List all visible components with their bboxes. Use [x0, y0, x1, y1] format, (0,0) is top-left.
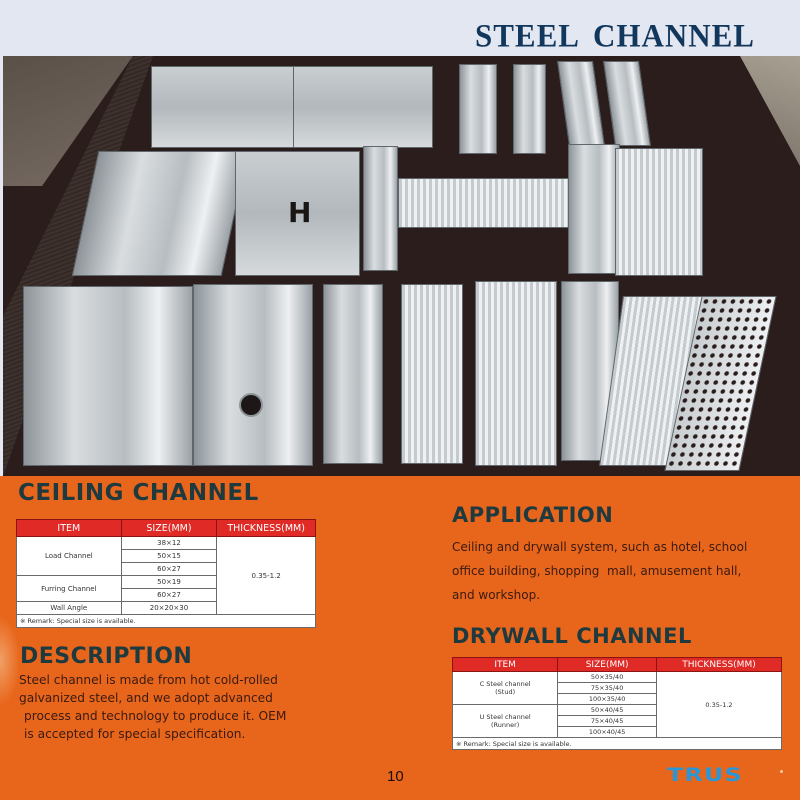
channel-piece [23, 286, 193, 466]
drywall-channel-table [452, 657, 782, 750]
column-header: SIZE(MM) [121, 520, 217, 537]
thickness-cell: 0.35-1.2 [656, 672, 781, 738]
item-cell: Furring Channel [17, 576, 122, 602]
remark-cell: ※ Remark: Special size is available. [453, 738, 782, 750]
channel-piece [151, 66, 299, 148]
ceiling-channel-table [16, 519, 316, 628]
table-row [17, 537, 316, 550]
channel-piece [603, 61, 651, 146]
page-title: STEEL CHANNEL [474, 17, 755, 54]
description-heading: DESCRIPTION [20, 644, 193, 669]
column-header: THICKNESS(MM) [217, 520, 316, 537]
column-header: SIZE(MM) [558, 658, 657, 672]
channel-piece [398, 178, 578, 228]
size-cell: 50×15 [121, 550, 217, 563]
channel-hole [239, 393, 263, 417]
size-cell: 38×12 [121, 537, 217, 550]
size-cell: 75×40/45 [558, 716, 657, 727]
application-line: office building, shopping mall, amusement hall, [452, 564, 742, 578]
remark-row [453, 738, 782, 750]
decorative-dot [780, 770, 783, 773]
description-line: Steel channel is made from hot cold-rolled [19, 673, 278, 687]
description-line: is accepted for special specification. [24, 727, 246, 741]
channel-piece [459, 64, 497, 154]
item-name: U Steel channel [479, 713, 531, 721]
table-header-row [17, 520, 316, 537]
item-cell [453, 705, 558, 738]
application-text [452, 535, 797, 607]
size-cell: 100×35/40 [558, 694, 657, 705]
table-row [453, 672, 782, 683]
channel-piece [568, 144, 620, 274]
channel-piece [475, 281, 557, 466]
size-cell: 20×20×30 [121, 602, 217, 615]
item-cell [453, 672, 558, 705]
channel-piece [363, 146, 398, 271]
application-heading: APPLICATION [452, 503, 614, 527]
thickness-cell: 0.35-1.2 [217, 537, 316, 615]
ceiling-channel-heading: CEILING CHANNEL [18, 480, 259, 506]
size-cell: 75×35/40 [558, 683, 657, 694]
description-line: process and technology to produce it. OEM [24, 709, 287, 723]
brand-logo: TRUS [667, 764, 743, 786]
size-cell: 100×40/45 [558, 727, 657, 738]
product-photo [3, 56, 800, 476]
page-number: 10 [387, 768, 404, 785]
item-subname: (Runner) [490, 721, 520, 729]
channel-piece [193, 284, 313, 466]
channel-piece [323, 284, 383, 464]
size-cell: 60×27 [121, 563, 217, 576]
column-header: ITEM [453, 658, 558, 672]
remark-cell: ※ Remark: Special size is available. [17, 615, 316, 628]
application-line: and workshop. [452, 588, 541, 602]
channel-piece [401, 284, 463, 464]
channel-piece [557, 61, 605, 146]
size-cell: 50×35/40 [558, 672, 657, 683]
description-text [19, 671, 319, 743]
column-header: THICKNESS(MM) [656, 658, 781, 672]
table-header-row [453, 658, 782, 672]
page-header [0, 0, 800, 56]
h-stamp: H [288, 196, 312, 229]
item-cell: Wall Angle [17, 602, 122, 615]
size-cell: 50×40/45 [558, 705, 657, 716]
channel-piece [293, 66, 433, 148]
item-cell: Load Channel [17, 537, 122, 576]
size-cell: 60×27 [121, 589, 217, 602]
drywall-channel-heading: DRYWALL CHANNEL [452, 624, 692, 648]
item-subname: (Stud) [495, 688, 516, 696]
channel-piece [513, 64, 546, 154]
floor-area-right [740, 56, 800, 166]
left-glow [0, 616, 20, 706]
description-line: galvanized steel, and we adopt advanced [19, 691, 273, 705]
channel-piece [615, 148, 703, 276]
column-header: ITEM [17, 520, 122, 537]
application-line: Ceiling and drywall system, such as hotel, school [452, 540, 748, 554]
size-cell: 50×19 [121, 576, 217, 589]
item-name: C Steel channel [479, 680, 531, 688]
channel-piece [72, 151, 249, 276]
remark-row [17, 615, 316, 628]
